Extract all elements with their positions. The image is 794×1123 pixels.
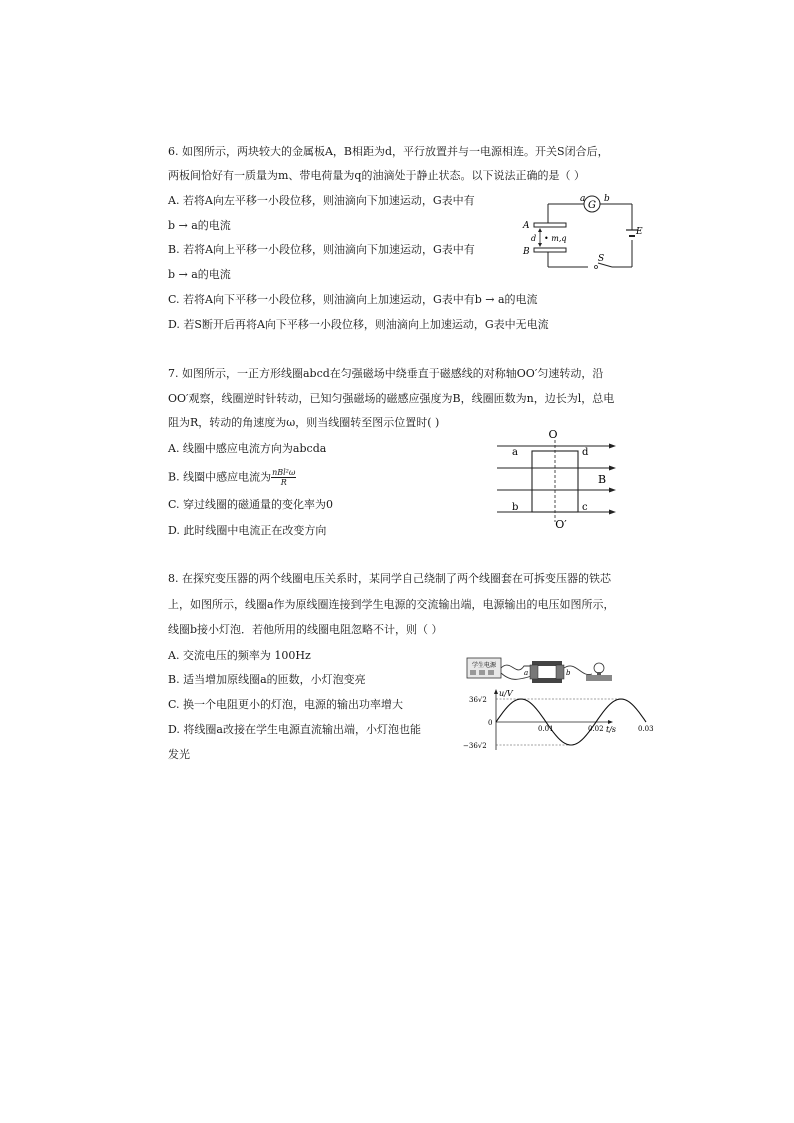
q7-option-b-prefix: B. 线圈中感应电流为 xyxy=(168,470,272,484)
q7-fraction-denominator: R xyxy=(280,478,287,487)
q8-power-supply-label: 学生电源 xyxy=(471,662,497,669)
q7-fig-label-a: a xyxy=(512,447,518,458)
q6-fig-label-g: G xyxy=(588,200,596,211)
q7-stem-line1: 7. 如图所示，一正方形线圈abcd在匀强磁场中绕垂直于磁感线的对称轴OO′匀速转动，沿 xyxy=(168,367,604,380)
q6-fig-label-b: b xyxy=(604,194,610,204)
q6-option-a-cont: b → a的电流 xyxy=(168,219,231,232)
y-tick-min-label: −36√2 xyxy=(463,742,487,750)
y-axis-arrow xyxy=(494,689,498,694)
q8-option-c: C. 换一个电阻更小的灯泡，电源的输出功率增大 xyxy=(168,698,404,711)
q8-option-b: B. 适当增加原线圈a的匝数，小灯泡变亮 xyxy=(168,673,366,686)
q7-stem-line2: OO′观察，线圈逆时针转动，已知匀强磁场的磁感应强度为B，线圈匝数为n，边长为l，总电 xyxy=(168,392,615,405)
q6-option-b-cont: b → a的电流 xyxy=(168,268,231,281)
q7-fig-label-O: O xyxy=(548,428,558,441)
y-tick-max-label: 36√2 xyxy=(469,696,487,704)
origin-label: 0 xyxy=(488,719,493,727)
q6-fig-label-mq: • m,q xyxy=(544,234,567,243)
q7-fig-label-O-prime: O′ xyxy=(555,518,567,531)
q6-option-a: A. 若将A向左平移一小段位移，则油滴向下加速运动，G表中有 xyxy=(168,194,475,207)
x-tick-label: 0.03 xyxy=(638,725,654,733)
q8-stem-line2: 上，如图所示，线圈a作为原线圈连接到学生电源的交流输出端，电源输出的电压如图所示， xyxy=(168,598,615,611)
q6-fig-label-a: a xyxy=(580,194,586,204)
q7-option-b xyxy=(168,468,296,487)
q7-fig-label-b: b xyxy=(512,502,519,513)
q8-coil-b-label: b xyxy=(566,669,571,677)
q6-fig-label-E: E xyxy=(636,227,643,237)
q6-option-b: B. 若将A向上平移一小段位移，则油滴向下加速运动，G表中有 xyxy=(168,243,475,256)
q8-transformer-figure xyxy=(466,656,616,688)
q6-stem-line1: 6. 如图所示，两块较大的金属板A，B相距为d，平行放置并与一电源相连。开关S闭合后， xyxy=(168,145,609,158)
q8-option-d: D. 将线圈a改接在学生电源直流输出端，小灯泡也能 xyxy=(168,723,421,736)
q8-option-d-cont: 发光 xyxy=(168,748,190,761)
y-axis-label: u/V xyxy=(499,689,513,698)
q6-fig-label-d: d xyxy=(531,234,537,243)
q7-option-c: C. 穿过线圈的磁通量的变化率为0 xyxy=(168,498,334,511)
q7-fig-label-d: d xyxy=(582,447,589,458)
x-tick-label: 0.01 xyxy=(538,725,554,733)
q7-coil-figure xyxy=(495,428,620,532)
q7-option-a: A. 线圈中感应电流方向为abcda xyxy=(168,442,327,455)
q8-stem-line1: 8. 在探究变压器的两个线圈电压关系时，某同学自己绕制了两个线圈套在可拆变压器的铁芯 xyxy=(168,572,611,585)
x-axis-arrow xyxy=(608,720,613,724)
q8-stem-line3: 线圈b接小灯泡．若他所用的线圈电阻忽略不计，则（ ） xyxy=(168,623,443,636)
q8-voltage-chart xyxy=(444,688,654,753)
q7-fraction-numerator: nBl²ω xyxy=(272,468,296,477)
q6-fig-label-A: A xyxy=(523,221,530,231)
q7-fig-label-B: B xyxy=(598,473,607,486)
q8-option-a: A. 交流电压的频率为 100Hz xyxy=(168,649,311,662)
q7-stem-line3: 阻为R，转动的角速度为ω，则当线圈转至图示位置时( ) xyxy=(168,416,440,429)
q6-circuit-figure xyxy=(520,190,645,275)
q6-fig-label-B: B xyxy=(523,247,530,257)
q6-stem-line2: 两板间恰好有一质量为m、带电荷量为q的油滴处于静止状态。以下说法正确的是（ ） xyxy=(168,169,585,182)
x-tick-label: 0.02 xyxy=(588,725,604,733)
q8-coil-a-label: a xyxy=(524,669,529,677)
q6-fig-label-S: S xyxy=(598,254,605,264)
q6-option-c: C. 若将A向下平移一小段位移，则油滴向上加速运动，G表中有b → a的电流 xyxy=(168,293,538,306)
x-axis-label: t/s xyxy=(606,725,617,734)
q7-option-b-fraction xyxy=(271,468,296,487)
q7-fig-label-c: c xyxy=(582,502,588,513)
q6-option-d: D. 若S断开后再将A向下平移一小段位移，则油滴向上加速运动，G表中无电流 xyxy=(168,318,549,331)
q7-option-d: D. 此时线圈中电流正在改变方向 xyxy=(168,524,327,537)
